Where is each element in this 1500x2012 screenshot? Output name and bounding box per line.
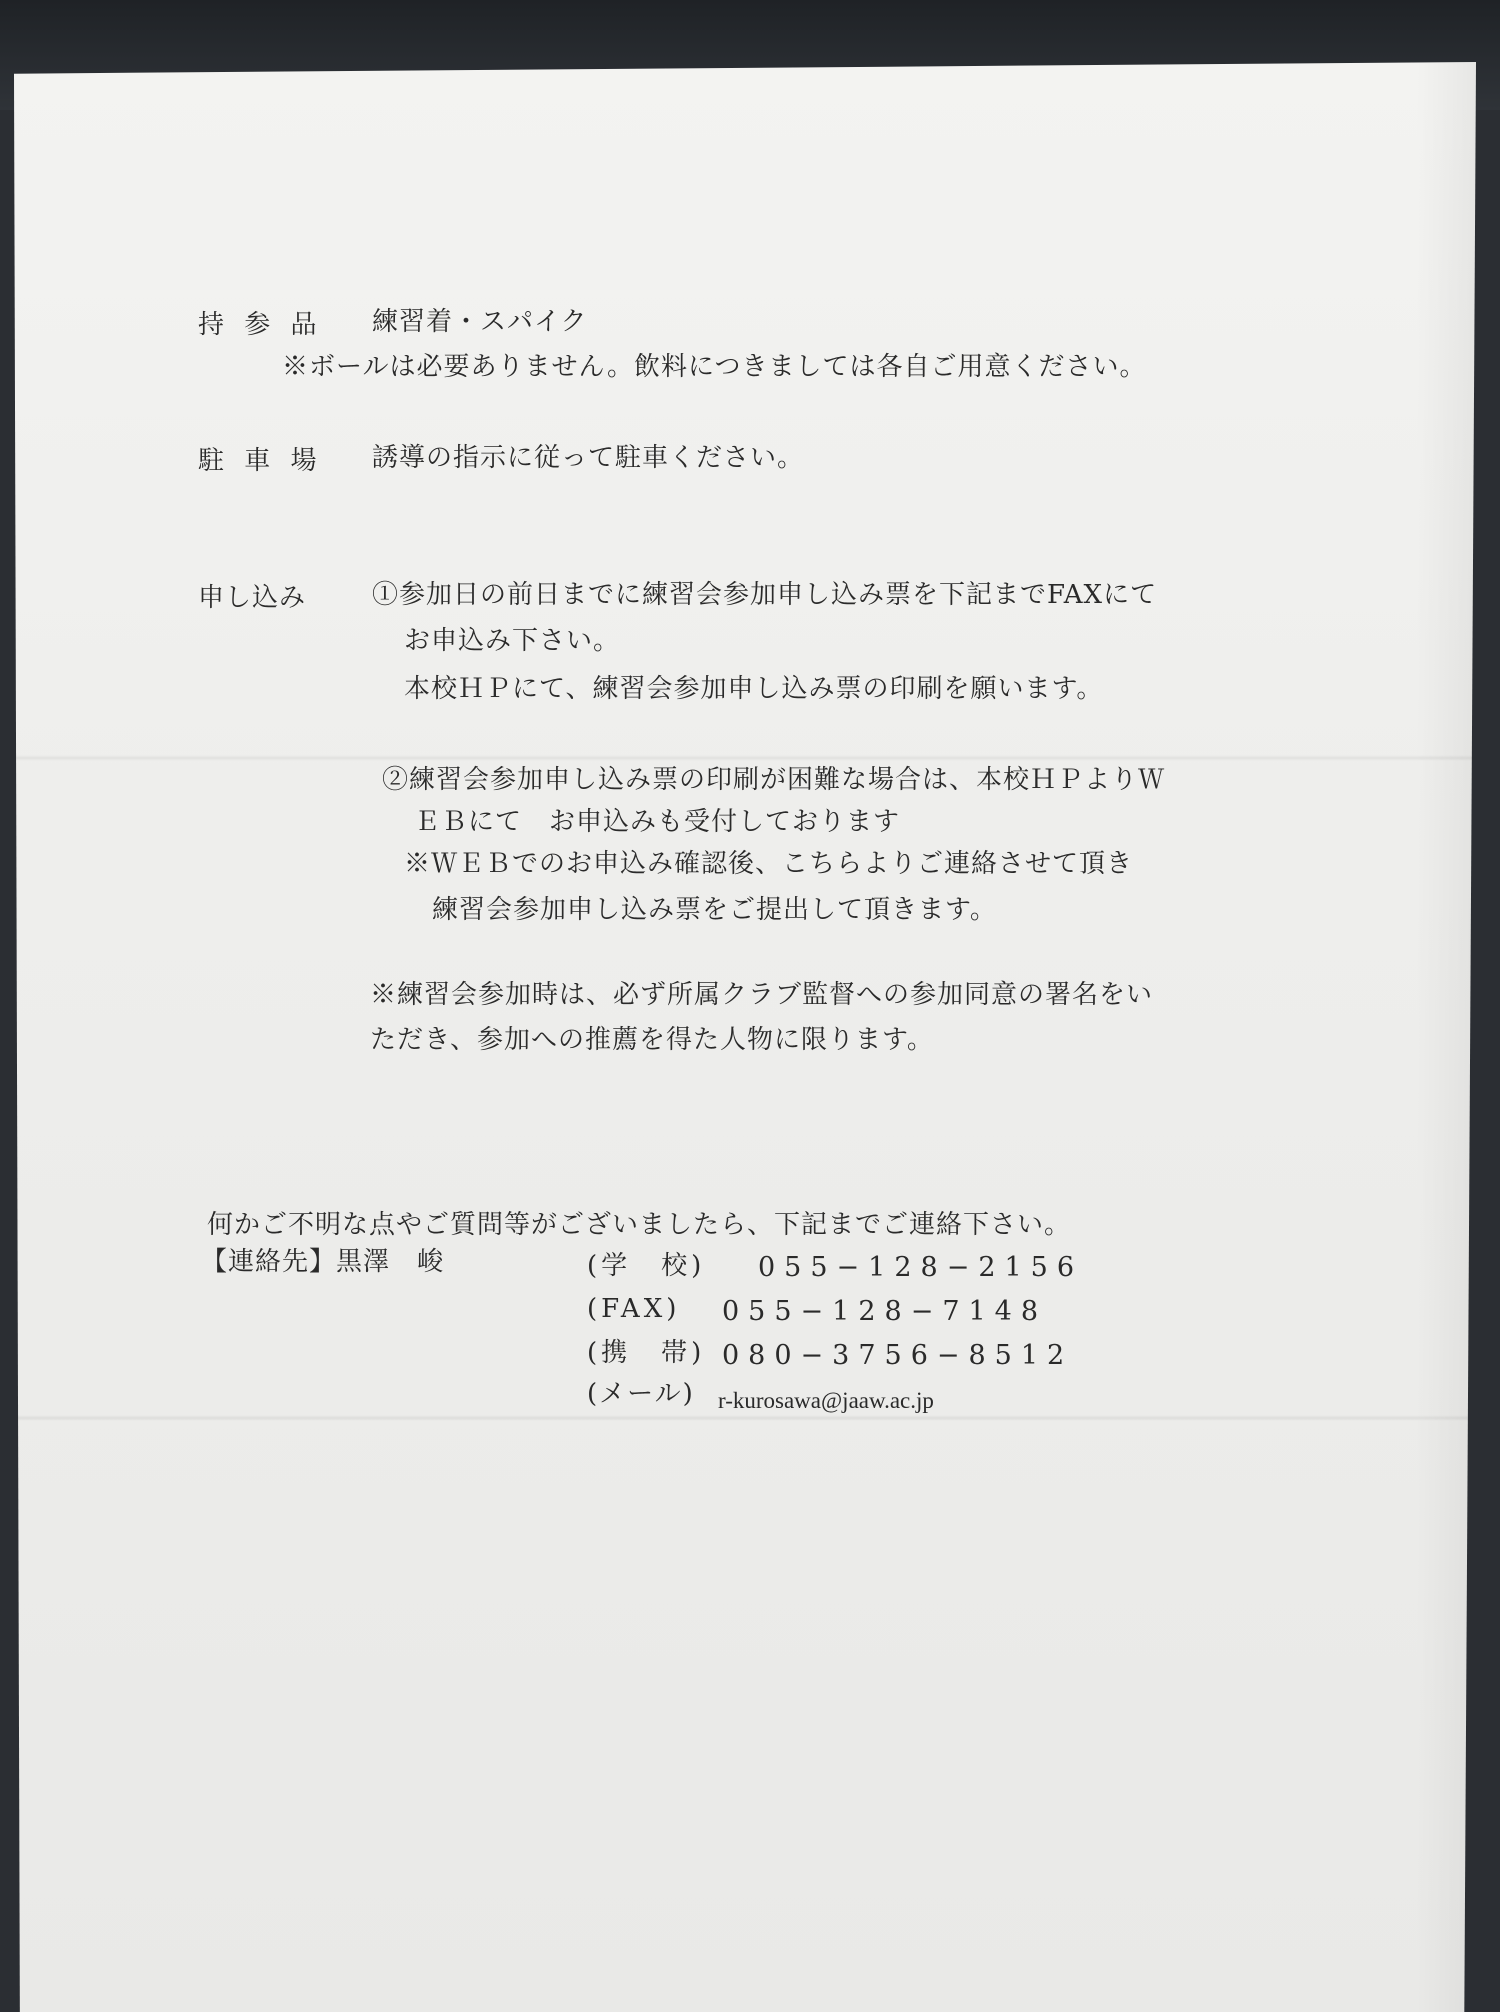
contact-fax-value: 055−128−7148	[722, 1296, 1048, 1327]
parking-label: 駐 車 場	[198, 446, 323, 476]
application-notice-line: ※練習会参加時は、必ず所属クラブ監督への参加同意の署名をい	[370, 980, 1154, 1010]
contact-intro: 何かご不明な点やご質問等がございましたら、下記までご連絡下さい。	[207, 1210, 1072, 1240]
application-step1-line: お申込み下さい。	[404, 626, 621, 656]
application-step2-line: ※ＷＥＢでのお申込み確認後、こちらよりご連絡させて頂き	[404, 849, 1134, 879]
application-step1-line: 本校ＨＰにて、練習会参加申し込み票の印刷を願います。	[404, 674, 1104, 704]
application-step2-line: ＥＢにて お申込みも受付しております	[414, 807, 901, 837]
contact-fax-label: (FAX)	[587, 1294, 681, 1324]
parking-value: 誘導の指示に従って駐車ください。	[372, 443, 805, 473]
application-step2-line: 練習会参加申し込み票をご提出して頂きます。	[432, 895, 997, 925]
application-notice-line: ただき、参加への推薦を得た人物に限ります。	[370, 1025, 934, 1055]
items-label: 持 参 品	[198, 310, 323, 340]
items-value: 練習着・スパイク	[372, 307, 588, 337]
paper-fold-line	[14, 755, 1476, 761]
items-note: ※ボールは必要ありません。飲料につきましては各自ご用意ください。	[282, 352, 1147, 382]
contact-mobile-value: 080−3756−8512	[722, 1340, 1074, 1371]
paper-edge-shadow	[1416, 62, 1476, 2012]
application-step1-line: ①参加日の前日までに練習会参加申し込み票を下記までFAXにて	[372, 580, 1158, 610]
contact-mobile-label: (携 帯)	[587, 1338, 706, 1368]
contact-school-value: 055−128−2156	[758, 1252, 1084, 1283]
contact-heading: 【連絡先】黒澤 峻	[201, 1247, 445, 1277]
contact-mail-value: r-kurosawa@jaaw.ac.jp	[718, 1388, 934, 1413]
application-step2-line: ②練習会参加申し込み票の印刷が困難な場合は、本校ＨＰよりＷ	[382, 765, 1166, 795]
contact-school-label: (学 校)	[587, 1251, 706, 1281]
contact-mail-label: (メール)	[587, 1379, 695, 1409]
application-label: 申し込み	[198, 583, 307, 613]
